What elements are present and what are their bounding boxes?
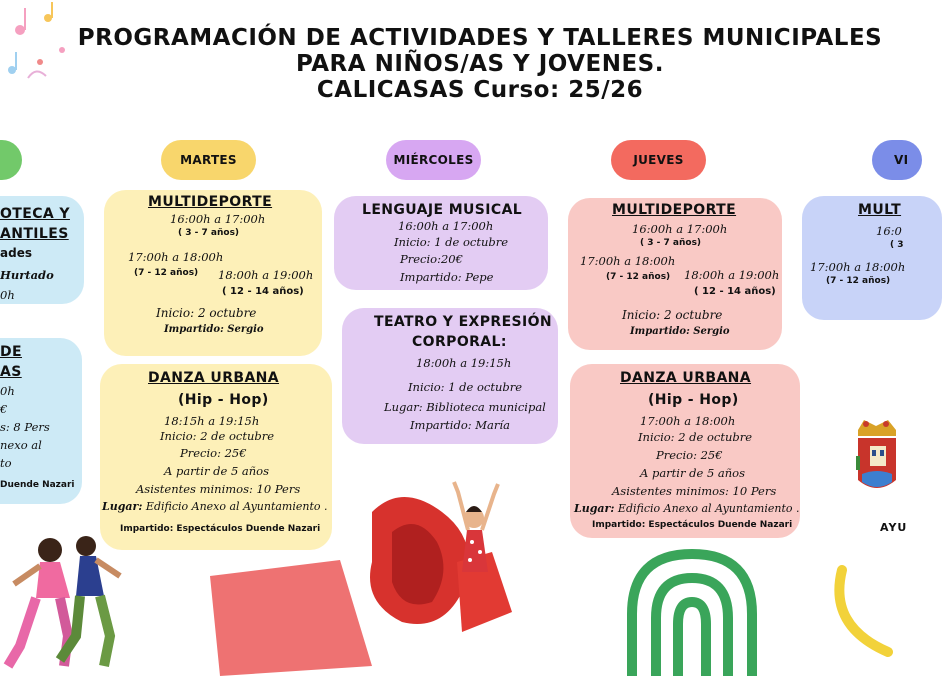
lunes-card-1-title-1: OTECA Y <box>0 206 70 222</box>
location-value: Edificio Anexo al Ayuntamiento . <box>142 500 328 513</box>
lunes-card-2 <box>0 338 82 504</box>
min-attendees: Asistentes minimos: 10 Pers <box>136 482 301 496</box>
day-pill-lunes <box>0 140 22 180</box>
age-range-2: (7 - 12 años) <box>606 272 671 282</box>
day-pill-miercoles: MIÉRCOLES <box>386 140 481 180</box>
age-range-2: (7 - 12 años) <box>134 268 199 278</box>
miercoles-lenguaje-card <box>334 196 548 290</box>
lunes-card-1-title-2: ANTILES <box>0 226 69 242</box>
time-slot: 17:00h a 18:00h <box>640 414 736 428</box>
lunes-card-2-line-1: 0h <box>0 384 15 398</box>
age-range-1: ( 3 - 7 años) <box>178 228 240 238</box>
age-range-1: ( 3 - 7 años) <box>640 238 702 248</box>
yellow-arc-decoration <box>828 566 900 658</box>
card-title-1: TEATRO Y EXPRESIÓN <box>374 314 553 330</box>
time-slot: 18:15h a 19:15h <box>164 414 260 428</box>
time-slot-2: 17:00h a 18:00h <box>580 254 676 268</box>
pink-square-decoration <box>180 556 380 676</box>
age-range-1: ( 3 <box>890 240 904 250</box>
location: Lugar: Biblioteca municipal <box>384 400 546 414</box>
start-date: Inicio: 1 de octubre <box>408 380 523 394</box>
day-pill-martes: MARTES <box>161 140 256 180</box>
location-label: Lugar: <box>574 502 615 515</box>
instructor: Impartido: Pepe <box>400 270 494 284</box>
card-title: MULTIDEPORTE <box>148 194 273 210</box>
card-title: DANZA URBANA <box>620 370 752 386</box>
lunes-card-2-line-3: s: 8 Pers <box>0 420 50 434</box>
instructor: Impartido: Espectáculos Duende Nazari <box>120 524 321 534</box>
start-date: Inicio: 2 de octubre <box>638 430 753 444</box>
lunes-card-1 <box>0 196 84 304</box>
price: Precio: 25€ <box>180 446 247 460</box>
lunes-card-2-line-6: Duende Nazari <box>0 480 75 490</box>
lunes-card-1-line-3: ades <box>0 246 32 260</box>
coat-of-arms-icon <box>852 416 900 512</box>
start-date: Inicio: 2 de octubre <box>160 429 275 443</box>
lunes-card-2-line-2: € <box>0 402 8 416</box>
time-slot-3: 18:00h a 19:00h <box>218 268 314 282</box>
location-label: Lugar: <box>102 500 143 513</box>
time-slot: 16:00h a 17:00h <box>398 219 494 233</box>
min-attendees: Asistentes minimos: 10 Pers <box>612 484 777 498</box>
card-subtitle: (Hip - Hop) <box>648 392 739 408</box>
lunes-card-2-line-4: nexo al <box>0 438 42 452</box>
crest-label: AYU <box>880 521 908 534</box>
start-date: Inicio: 2 octubre <box>622 308 723 322</box>
instructor: Impartido: María <box>410 418 510 432</box>
location <box>102 500 328 513</box>
time-slot: 18:00h a 19:15h <box>416 356 512 370</box>
time-slot-1: 16:00h a 17:00h <box>632 222 728 236</box>
time-slot-1: 16:00h a 17:00h <box>170 212 266 226</box>
miercoles-teatro-card <box>342 308 558 444</box>
card-title: MULTIDEPORTE <box>612 202 737 218</box>
price: Precio:20€ <box>400 252 463 266</box>
lunes-card-2-line-5: to <box>0 456 12 470</box>
green-arch-decoration <box>612 544 772 676</box>
card-title: LENGUAJE MUSICAL <box>362 202 523 218</box>
time-slot-2: 17:00h a 18:00h <box>128 250 224 264</box>
card-title: DANZA URBANA <box>148 370 280 386</box>
viernes-multideporte-card <box>802 196 942 320</box>
page-title-line-1: PROGRAMACIÓN DE ACTIVIDADES Y TALLERES MUNICIPALES <box>77 25 883 51</box>
min-age: A partir de 5 años <box>640 466 746 480</box>
instructor: Impartido: Espectáculos Duende Nazari <box>592 520 793 530</box>
time-slot-3: 18:00h a 19:00h <box>684 268 780 282</box>
martes-danza-card <box>100 364 332 550</box>
age-range-3: ( 12 - 14 años) <box>222 286 304 297</box>
card-title: MULT <box>858 202 902 218</box>
card-title-2: CORPORAL: <box>412 334 507 350</box>
lunes-card-2-title-1: DE <box>0 344 22 360</box>
lunes-card-1-line-5: 0h <box>0 288 15 302</box>
card-subtitle: (Hip - Hop) <box>178 392 269 408</box>
hip-hop-dancers-image <box>0 536 130 676</box>
start-date: Inicio: 1 de octubre <box>394 235 509 249</box>
age-range-2: (7 - 12 años) <box>826 276 891 286</box>
min-age: A partir de 5 años <box>164 464 270 478</box>
location-value: Edificio Anexo al Ayuntamiento . <box>614 502 800 515</box>
time-slot-1: 16:0 <box>876 224 902 238</box>
age-range-3: ( 12 - 14 años) <box>694 286 776 297</box>
instructor: Impartido: Sergio <box>164 324 264 335</box>
page-title-line-3: CALICASAS Curso: 25/26 <box>316 77 644 103</box>
page-title-line-2: PARA NIÑOS/AS Y JOVENES. <box>296 51 664 77</box>
jueves-multideporte-card <box>568 198 782 350</box>
instructor: Impartido: Sergio <box>630 326 730 337</box>
location <box>574 502 800 515</box>
lunes-card-1-line-4: Hurtado <box>0 268 54 282</box>
start-date: Inicio: 2 octubre <box>156 306 257 320</box>
day-pill-jueves: JUEVES <box>611 140 706 180</box>
martes-multideporte-card <box>104 190 322 356</box>
flamenco-dancer-image <box>362 472 528 638</box>
day-pill-viernes: VI <box>872 140 922 180</box>
lunes-card-2-title-2: AS <box>0 364 22 380</box>
time-slot-2: 17:00h a 18:00h <box>810 260 906 274</box>
price: Precio: 25€ <box>656 448 723 462</box>
jueves-danza-card <box>570 364 800 538</box>
